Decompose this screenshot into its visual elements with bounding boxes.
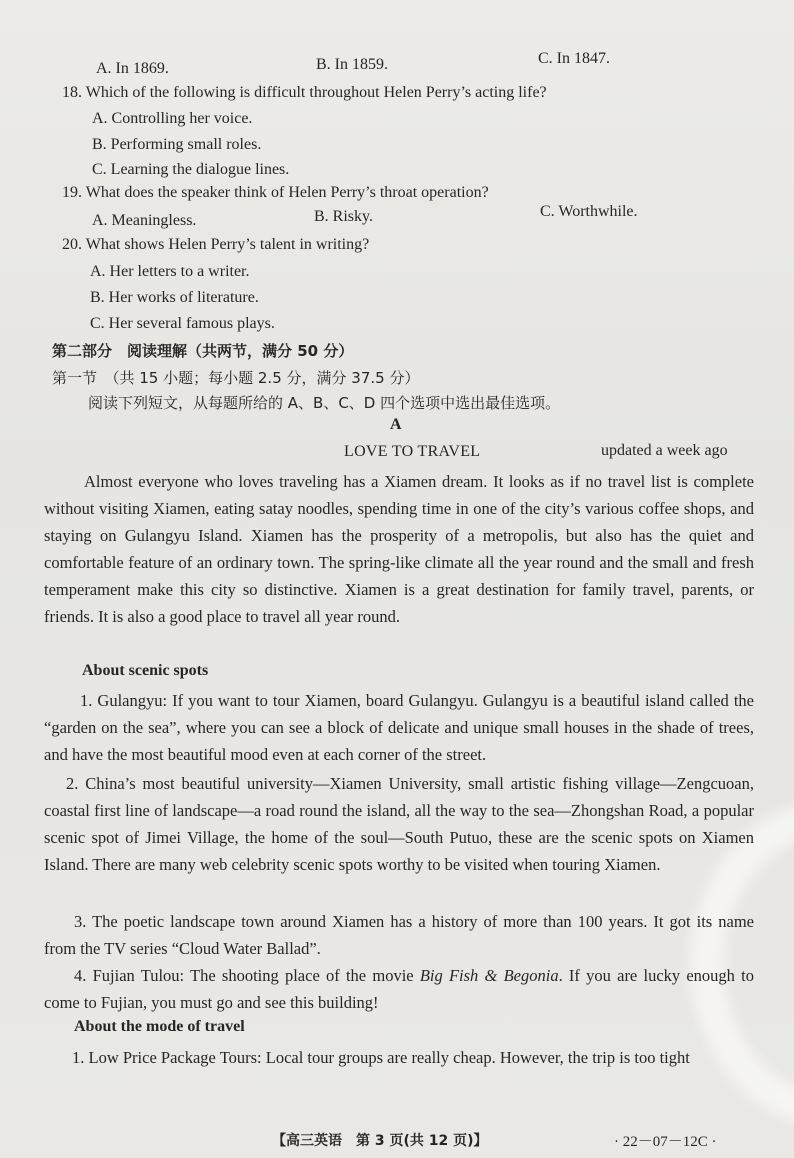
spot-gulangyu: 1. Gulangyu: If you want to tour Xiamen, board Gulangyu. Gulangyu is a beautiful island called the “garden on the sea”, where you can see a block of delicate and unique small houses in the shade of trees, and have the most beautiful mood even at each corner of the street. bbox=[44, 691, 754, 764]
spot-fujian-tulou bbox=[44, 962, 754, 1016]
spot-tulou-text-end: . If you are lucky enough to come to Fujian, you must go and see this building! bbox=[44, 966, 754, 1012]
spot-poetic-town: 3. The poetic landscape town around Xiamen has a history of more than 100 years. It got its name from the TV series “Cloud Water Ballad”. bbox=[44, 912, 754, 958]
q20-question: 20. What shows Helen Perry’s talent in writing? bbox=[62, 236, 370, 253]
instruction: 阅读下列短文，从每题所给的 A、B、C、D 四个选项中选出最佳选项。 bbox=[88, 394, 561, 412]
spot-xiamen-island: 2. China’s most beautiful university—Xiamen University, small artistic fishing village—Zengcuoan, coastal first line of landscape—a road round the island, all the way to the sea—Zhongshan Road, a popular scenic spot of Jimei Village, the home of the soul—South Putuo, these are the scenic spots on Xiamen Island. There are many web celebrity scenic spots worthy to be visited when touring Xiamen. bbox=[44, 774, 754, 874]
q19-option-c: C. Worthwhile. bbox=[540, 203, 638, 220]
updated-note: updated a week ago bbox=[601, 442, 728, 459]
travel-mode-heading: About the mode of travel bbox=[74, 1018, 245, 1035]
q17-option-c: C. In 1847. bbox=[538, 50, 610, 67]
part2-title: 第二部分 阅读理解（共两节，满分 50 分） bbox=[52, 342, 354, 360]
q20-option-b: B. Her works of literature. bbox=[90, 289, 259, 306]
q17-option-b: B. In 1859. bbox=[316, 56, 388, 73]
q18-option-b: B. Performing small roles. bbox=[92, 136, 262, 153]
section1-title: 第一节 （共 15 小题；每小题 2.5 分，满分 37.5 分） bbox=[52, 369, 420, 387]
q20-option-c: C. Her several famous plays. bbox=[90, 315, 275, 332]
q18-option-a: A. Controlling her voice. bbox=[92, 110, 253, 127]
passage-letter: A bbox=[390, 416, 402, 433]
q19-option-b: B. Risky. bbox=[314, 208, 373, 225]
q19-question: 19. What does the speaker think of Helen Perry’s throat operation? bbox=[62, 184, 489, 201]
q17-option-a: A. In 1869. bbox=[96, 60, 169, 77]
intro-paragraph: Almost everyone who loves traveling has a Xiamen dream. It looks as if no travel list is complete without visiting Xiamen, eating satay noodles, spending time in one of the city’s various coffee shops, and staying on Gulangyu Island. Xiamen has the prosperity of a metropolis, but also has the quiet and comfortable feature of an ordinary town. The spring-like climate all the year round and the small and fresh temperament make this city so distinctive. Xiamen is a great destination for family travel, parents, or friends. It is also a good place to travel all year round. bbox=[44, 472, 754, 626]
passage-title: LOVE TO TRAVEL bbox=[344, 443, 481, 460]
spot-tulou-text: 4. Fujian Tulou: The shooting place of the movie bbox=[74, 966, 420, 985]
page-footer: 【高三英语 第 3 页(共 12 页)】 bbox=[272, 1133, 488, 1149]
q19-option-a: A. Meaningless. bbox=[92, 212, 197, 229]
q20-option-a: A. Her letters to a writer. bbox=[90, 263, 250, 280]
q18-option-c: C. Learning the dialogue lines. bbox=[92, 161, 290, 178]
movie-title: Big Fish & Begonia bbox=[419, 966, 559, 985]
exam-code: · 22－07－12C · bbox=[614, 1134, 717, 1150]
q18-question: 18. Which of the following is difficult throughout Helen Perry’s acting life? bbox=[62, 84, 547, 101]
scenic-spots-heading: About scenic spots bbox=[82, 662, 209, 679]
travel-mode-1: 1. Low Price Package Tours: Local tour groups are really cheap. However, the trip is too tight bbox=[72, 1048, 690, 1067]
